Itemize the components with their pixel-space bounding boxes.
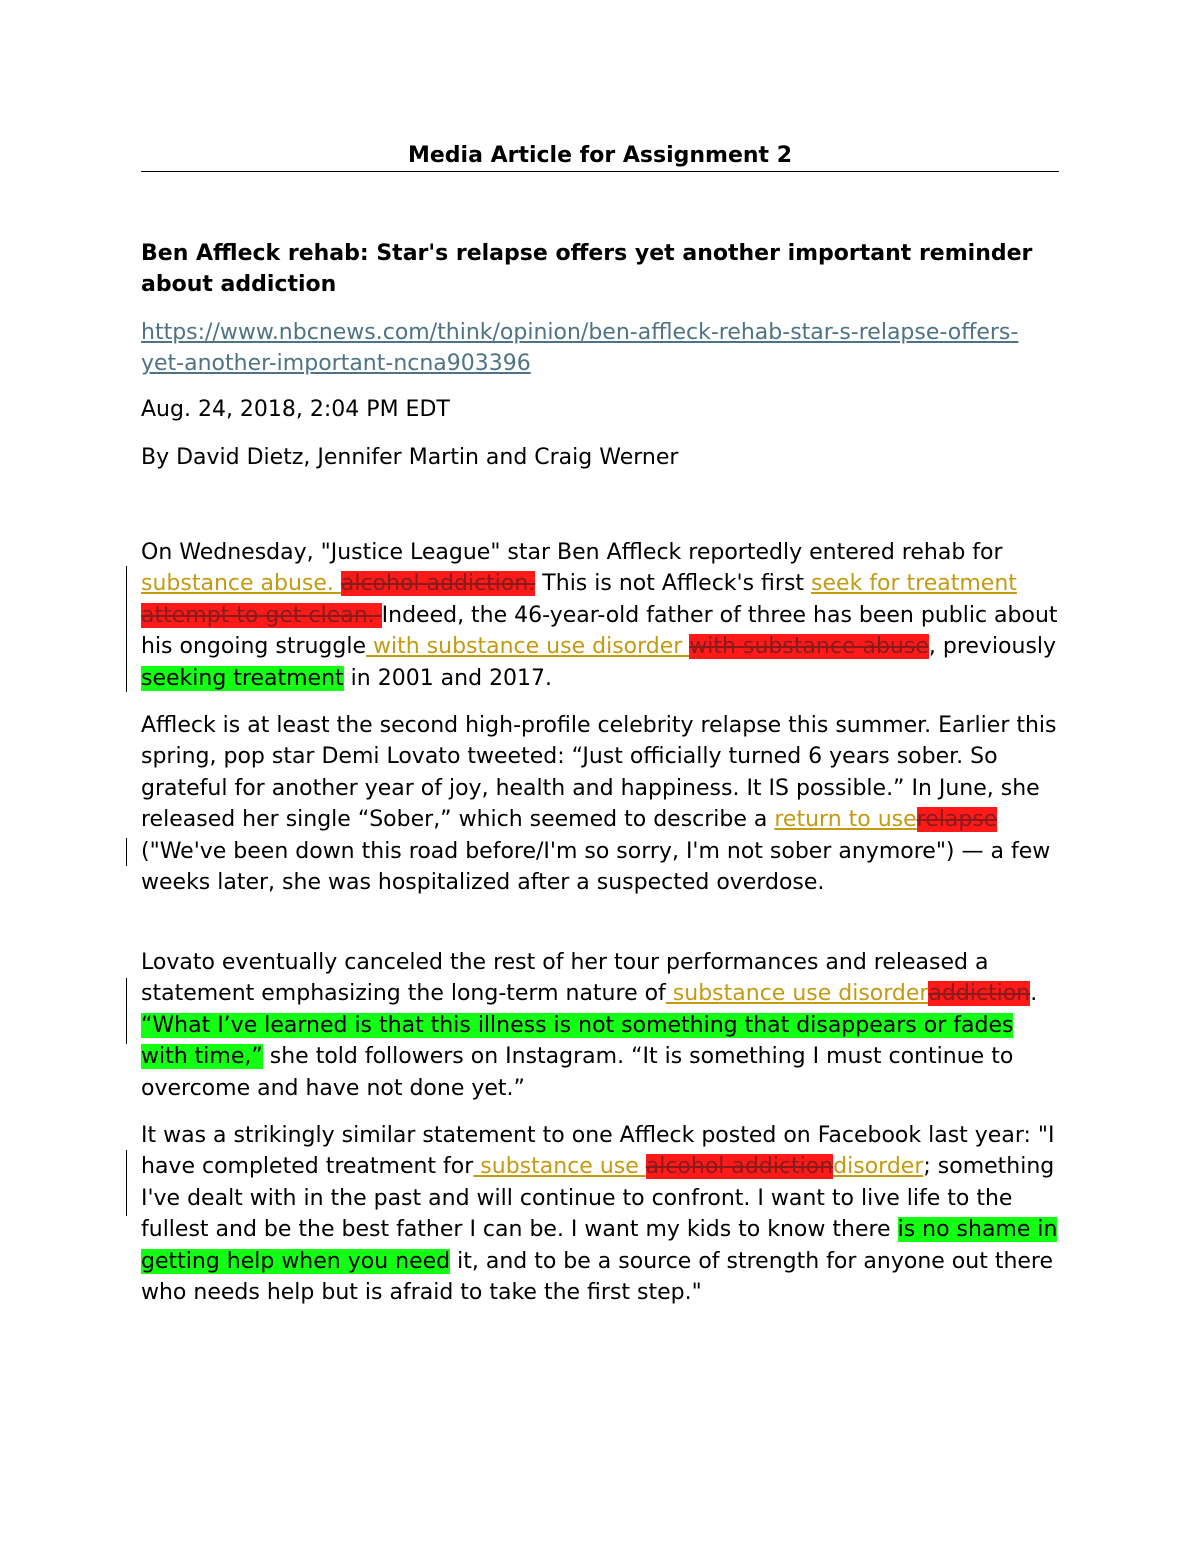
tracked-insertion[interactable]: substance use disorder [665,981,929,1007]
text-run: , previously [928,634,1057,660]
text-run: she told followers on Instagram. “It is something I must continue to overcome and have not done yet.” [141,1044,1014,1101]
text-run: Indeed, the 46-year-old father of three has been public about his ongoing struggle [141,602,1058,660]
tracked-deletion[interactable]: alcohol addiction [645,1154,834,1180]
article-link[interactable]: https://www.nbcnews.com/think/opinion/ben-affleck-rehab-star-s-relapse-offers-yet-another-important-ncna903396 [141,320,1019,376]
tracked-deletion[interactable]: addiction [928,981,1031,1007]
text-run: On Wednesday, "Justice League" star Ben Affleck reportedly entered rehab for [141,540,1003,565]
paragraph-1 [141,537,1059,694]
tracked-deletion[interactable]: attempt to get clean. [141,602,382,628]
title-underline-rule [141,171,1059,172]
highlighted-text: “What I’ve learned is that this illness is not something that disappears or fades with time,” [141,1012,1014,1070]
paragraph-3 [141,947,1059,1104]
article-headline: Ben Affleck rehab: Star's relapse offers yet another important reminder about addiction [141,241,1033,297]
change-bar [126,1150,127,1216]
tracked-insertion[interactable]: substance abuse. [141,571,341,597]
paragraph-4 [141,1120,1059,1308]
tracked-insertion[interactable]: substance use [473,1154,646,1180]
text-run: ("We've been down this road before/I'm so sorry, I'm not sober anymore") — a few weeks later, she was hospitalized after a suspected overdose. [141,838,1051,896]
tracked-insertion[interactable]: with substance use disorder [366,634,690,660]
text-run: Affleck is at least the second high-profile celebrity relapse this summer. Earlier this spring, pop star Demi Lovato tweeted: “Just officially turned 6 years sober. So grateful for another year of joy, health and happiness. It IS possible.” In June, she released her single “Sober,” which seemed to describe a [141,713,1057,833]
document-title: Media Article for Assignment 2 [407,143,793,168]
article-date: Aug. 24, 2018, 2:04 PM EDT [141,397,450,422]
highlighted-text: seeking treatment [141,665,344,691]
text-run: . [1030,981,1038,1007]
change-bar [126,566,127,692]
text-run: Lovato eventually canceled the rest of her tour performances and released a statement emphasizing the long-term nature of [141,950,989,1007]
tracked-deletion[interactable]: alcohol addiction. [340,571,536,597]
text-run: It was a strikingly similar statement to one Affleck posted on Facebook last year: "I have completed treatment for [141,1123,1055,1180]
change-bar [126,978,127,1044]
paragraph-2 [141,710,1059,898]
change-bar [126,838,127,866]
text-run: it, and to be a source of strength for anyone out there who needs help but is afraid to take the first step." [141,1248,1054,1306]
tracked-deletion[interactable]: relapse [916,807,998,833]
tracked-insertion[interactable]: disorder [833,1154,924,1180]
highlighted-text: is no shame in getting help when you need [141,1217,1058,1274]
tracked-insertion[interactable]: seek for treatment [811,571,1017,597]
tracked-deletion[interactable]: with substance abuse [689,634,929,660]
text-run: ; something I've dealt with in the past and will continue to confront. I want to live life to the fullest and be the best father I can be. I want my kids to know there [141,1154,1055,1243]
article-byline: By David Dietz, Jennifer Martin and Craig Werner [141,445,679,470]
tracked-insertion[interactable]: return to use [774,807,917,833]
text-run: This is not Affleck's first [535,571,812,597]
text-run: in 2001 and 2017. [343,665,553,691]
